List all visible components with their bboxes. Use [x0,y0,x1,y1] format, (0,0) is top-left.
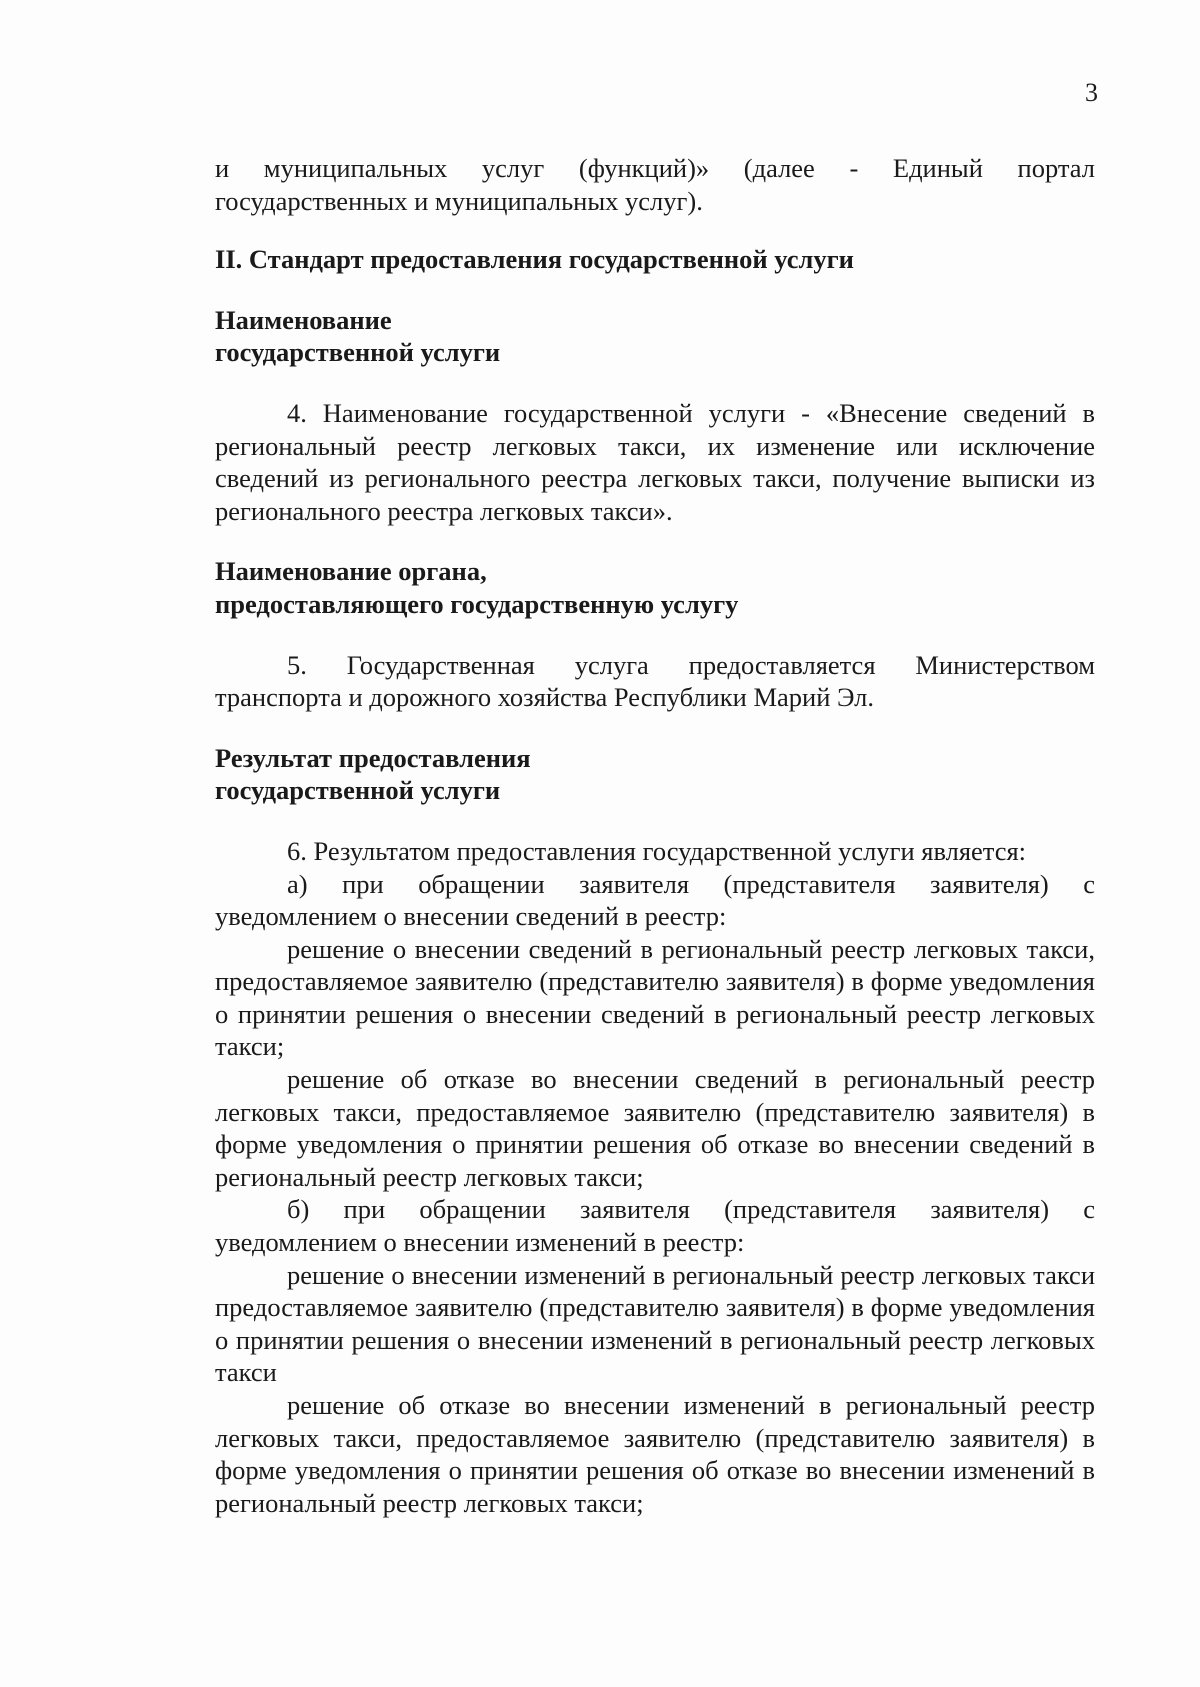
subsection-heading-authority [215,555,1095,620]
heading-line: государственной услуги [215,775,501,806]
paragraph-6b-decision: решение о внесении изменений в региональный реестр легковых такси предоставляемое заявителю (представителю заявителя) в форме уведомления о принятии решения о внесении изменений в региональный реестр легковых такси [215,1259,1095,1388]
heading-line: Результат предоставления [215,742,531,773]
paragraph-6a-decision: решение о внесении сведений в региональный реестр легковых такси, предоставляемое заявителю (представителю заявителя) в форме уведомления о принятии решения о внесении сведений в региональный реестр легковых такси; [215,933,1095,1062]
heading-line: государственной услуги [215,337,501,368]
paragraph-4: 4. Наименование государственной услуги - «Внесение сведений в региональный реестр легковых такси, их изменение или исключение сведений из регионального реестра легковых такси, получение выписки из регионального реестра легковых такси». [215,397,1095,526]
heading-line: Наименование органа, [215,556,487,587]
subsection-heading-result [215,742,1095,807]
paragraph-6a-refusal: решение об отказе во внесении сведений в региональный реестр легковых такси, предоставляемое заявителю (представителю заявителя) в форме уведомления о принятии решения об отказе во внесении сведений в региональный реестр легковых такси; [215,1064,1095,1192]
page-number: 3 [1085,78,1098,107]
paragraph-6a: а) при обращении заявителя (представителя заявителя) с уведомлением о внесении сведений в реестр: [215,868,1095,932]
paragraph-6b: б) при обращении заявителя (представителя заявителя) с уведомлением о внесении изменений в реестр: [215,1194,1095,1258]
document-body [215,152,1095,1519]
section-title: II. Стандарт предоставления государственной услуги [215,244,854,275]
paragraph-6b-refusal: решение об отказе во внесении изменений в региональный реестр легковых такси, предоставляемое заявителю (представителю заявителя) в форме уведомления о принятии решения об отказе во внесении изменений в региональный реестр легковых такси; [215,1390,1095,1518]
intro-paragraph: и муниципальных услуг (функций)» (далее - Единый портал государственных и муниципальных услуг). [215,153,1095,216]
paragraph-6: 6. Результатом предоставления государственной услуги является: [287,835,1027,866]
heading-line: предоставляющего государственную услугу [215,588,739,619]
subsection-heading-name [215,304,1095,369]
heading-line: Наименование [215,304,392,335]
paragraph-5: 5. Государственная услуга предоставляется Министерством транспорта и дорожного хозяйства Республики Марий Эл. [215,649,1095,713]
